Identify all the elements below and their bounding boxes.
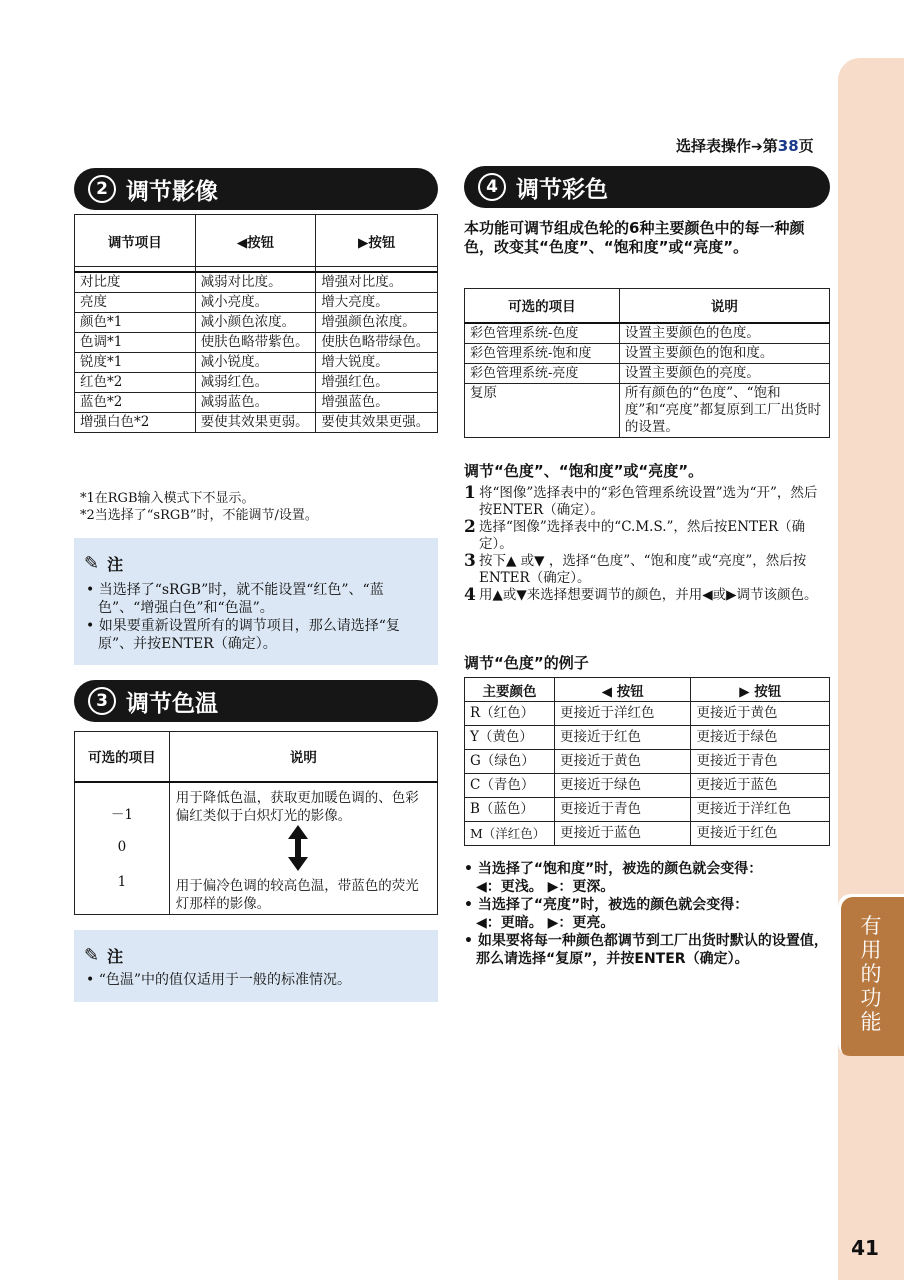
bullet-text: 如果要将每一种颜色都调节到工厂出货时默认的设置值，那么请选择“复原”，并按ENTER（确定）。 [476,933,828,967]
table-header-row [75,215,438,267]
cell: 增强颜色浓度。 [316,312,438,332]
cell: 所有颜色的“色度”、“饱和度”和“亮度”都复原到工厂出货时的设置。 [619,383,829,437]
page-number: 41 [851,1236,879,1260]
step-number: 3 [464,551,476,571]
side-tab-char: 功 [860,986,882,1010]
desc-cool: 用于偏冷色调的较高色温，带蓝色的荧光灯那样的影像。 [175,877,419,912]
cell: 使肤色略带绿色。 [316,332,438,352]
footnote: *2当选择了“sRGB”时，不能调节/设置。 [80,508,318,523]
side-tab-background [838,58,904,1280]
cell: 更接近于绿色 [691,726,830,750]
col-header: ▶按钮 [316,215,438,267]
cell: 蓝色*2 [75,392,196,412]
result-bullets [464,860,830,968]
list-item: • 如果要重新设置所有的调节项目，那么请选择“复原”、并按ENTER（确定）。 [86,618,400,652]
cell: 颜色*1 [75,312,196,332]
value-cell [75,782,170,915]
color-intro: 本功能可调节组成色轮的6种主要颜色中的每一种颜色，改变其“色度”、“饱和度”或“亮度”。 [464,219,805,256]
note-heading: 注 [107,555,124,574]
list-item: • 当选择了“sRGB”时，就不能设置“红色”、“蓝色”、“增强白色”和“色温”。 [86,582,384,616]
col-header: 调节项目 [75,215,196,267]
value-minus-one: －1 [110,806,133,823]
note-title [84,552,428,575]
list-item: • 如果要将每一种颜色都调节到工厂出货时默认的设置值，那么请选择“复原”，并按ENTER（确定）。 [464,933,828,967]
note-box-image [74,538,438,665]
table-row [465,726,830,750]
table-row [465,774,830,798]
section-title: 调节影像 [126,178,218,205]
step-text: 按下▲ 或▼ ，选择“色度”、“饱和度”或“亮度”，然后按ENTER（确定）。 [479,553,807,586]
step-item [464,587,830,604]
table-row [75,332,438,352]
step-number: 2 [464,517,476,537]
note-item-text: “色温”中的值仅适用于一般的标准情况。 [98,972,352,988]
step-number: 4 [464,585,476,605]
cell: 增强红色。 [316,372,438,392]
col-header: ▶ 按钮 [691,678,830,702]
list-item: • “色温”中的值仅适用于一般的标准情况。 [86,972,352,988]
cell: 红色*2 [75,372,196,392]
side-tab-char: 用 [860,938,882,962]
table-header-row [465,678,830,702]
note-list [84,971,428,989]
cell: 更接近于红色 [691,822,830,846]
table-header-row [465,289,830,323]
page-suffix: 页 [798,137,814,155]
table-row [465,750,830,774]
table-row [75,372,438,392]
cell: 设置主要颜色的饱和度。 [619,343,829,363]
cell: M（洋红色） [465,822,555,846]
cell: 对比度 [75,272,196,293]
cell: 减小锐度。 [195,352,316,372]
color-adjust-table [464,288,830,438]
note-title [84,944,428,967]
note-heading: 注 [107,947,124,966]
step-text: 用▲或▼来选择想要调节的颜色，并用◀或▶调节该颜色。 [479,587,818,603]
steps-list [464,485,830,604]
bullet-sub: ◀：更浅。 ▶：更深。 [476,879,615,895]
cell: 更接近于洋红色 [554,702,691,726]
cell: 减小颜色浓度。 [195,312,316,332]
table-row [75,292,438,312]
bullet-sub: ◀：更暗。 ▶：更亮。 [476,915,615,931]
col-header: 说明 [619,289,829,323]
cell: 更接近于绿色 [554,774,691,798]
note-box-color-temp [74,930,438,1002]
bullet-text: 当选择了“饱和度”时，被选的颜色就会变得： [477,861,763,877]
cell: R（红色） [465,702,555,726]
cell: 色调*1 [75,332,196,352]
cell: 增强对比度。 [316,272,438,293]
cell: 更接近于蓝色 [691,774,830,798]
table-row [75,272,438,293]
col-header: ◀按钮 [195,215,316,267]
col-header: 可选的项目 [75,732,170,782]
cell: 更接近于红色 [554,726,691,750]
page-prefix: 第 [762,137,778,155]
image-adjust-table [74,214,438,433]
cell: 彩色管理系统-饱和度 [465,343,620,363]
cell: B（蓝色） [465,798,555,822]
cell: 更接近于青色 [554,798,691,822]
desc-warm: 用于降低色温，获取更加暖色调的、色彩偏红类似于白炽灯光的影像。 [175,789,419,824]
note-list [84,581,428,653]
cell: 增大亮度。 [316,292,438,312]
steps-title: 调节“色度”、“饱和度”或“亮度”。 [464,462,704,480]
col-header: 说明 [169,732,437,782]
step-item [464,485,830,519]
section-number: 3 [88,687,116,715]
side-tab-char: 的 [860,962,882,986]
side-tab-useful-functions[interactable] [838,894,904,1056]
table-row [75,352,438,372]
footnote: *1在RGB输入模式下不显示。 [80,491,255,506]
cell: 更接近于黄色 [691,702,830,726]
table-row [75,392,438,412]
cell: C（青色） [465,774,555,798]
section-title: 调节彩色 [516,176,608,203]
step-number: 1 [464,483,476,503]
reference-text: 选择表操作 [676,137,752,155]
cell: 锐度*1 [75,352,196,372]
cell: 减小亮度。 [195,292,316,312]
cell: 更接近于青色 [691,750,830,774]
cell: 更接近于黄色 [554,750,691,774]
table-row [465,798,830,822]
cell: 减弱蓝色。 [195,392,316,412]
cell: 增大锐度。 [316,352,438,372]
footnotes [80,490,318,524]
cell: 使肤色略带紫色。 [195,332,316,352]
cell: 彩色管理系统-亮度 [465,363,620,383]
up-down-arrow-icon [288,825,308,871]
section-number: 2 [88,175,116,203]
col-header: ◀ 按钮 [554,678,691,702]
section-header-adjust-image [74,168,438,210]
step-item [464,519,830,553]
hue-example-table [464,677,830,846]
reference-page-number: 38 [777,137,799,155]
cell: 减弱对比度。 [195,272,316,293]
cell: 减弱红色。 [195,372,316,392]
cell: 设置主要颜色的亮度。 [619,363,829,383]
example-title: 调节“色度”的例子 [464,654,589,672]
pencil-icon: ✎ [84,553,100,574]
step-text: 将“图像”选择表中的“彩色管理系统设置”选为“开”，然后按ENTER（确定）。 [479,485,818,518]
col-header: 主要颜色 [465,678,555,702]
table-row [465,363,830,383]
cell: 要使其效果更弱。 [195,412,316,432]
note-item-text: 当选择了“sRGB”时，就不能设置“红色”、“蓝色”、“增强白色”和“色温”。 [98,582,384,616]
cell: G（绿色） [465,750,555,774]
value-zero: 0 [117,838,127,855]
cell: Y（黄色） [465,726,555,750]
step-item [464,553,830,587]
table-row [75,412,438,432]
table-row [75,312,438,332]
cell: 复原 [465,383,620,437]
desc-cell [169,782,437,915]
step-text: 选择“图像”选择表中的“C.M.S.”，然后按ENTER（确定）。 [479,519,806,552]
table-row [75,782,438,915]
section-number: 4 [478,173,506,201]
table-row [465,323,830,344]
cell: 增强蓝色。 [316,392,438,412]
col-header: 可选的项目 [465,289,620,323]
side-tab-char: 能 [860,1010,882,1034]
table-row [465,702,830,726]
color-temp-table [74,731,438,915]
arrow-right-icon: ➔ [751,139,763,155]
section-header-adjust-color [464,166,830,208]
cell: 更接近于蓝色 [554,822,691,846]
note-item-text: 如果要重新设置所有的调节项目，那么请选择“复原”、并按ENTER（确定）。 [98,618,400,652]
table-row [465,343,830,363]
bullet-text: 当选择了“亮度”时，被选的颜色就会变得： [477,897,749,913]
cell: 更接近于洋红色 [691,798,830,822]
table-row [465,822,830,846]
table-header-row [75,732,438,782]
cell: 设置主要颜色的色度。 [619,323,829,344]
cell: 亮度 [75,292,196,312]
cell: 增强白色*2 [75,412,196,432]
section-title: 调节色温 [126,690,218,717]
side-tab-char: 有 [860,914,882,938]
list-item: • 当选择了“饱和度”时，被选的颜色就会变得： [464,861,763,877]
pencil-icon: ✎ [84,945,100,966]
cell: 要使其效果更强。 [316,412,438,432]
list-item: • 当选择了“亮度”时，被选的颜色就会变得： [464,897,749,913]
table-row [465,383,830,437]
menu-operation-reference [676,135,814,156]
cell: 彩色管理系统-色度 [465,323,620,344]
section-header-color-temp [74,680,438,722]
value-one: 1 [117,873,127,890]
